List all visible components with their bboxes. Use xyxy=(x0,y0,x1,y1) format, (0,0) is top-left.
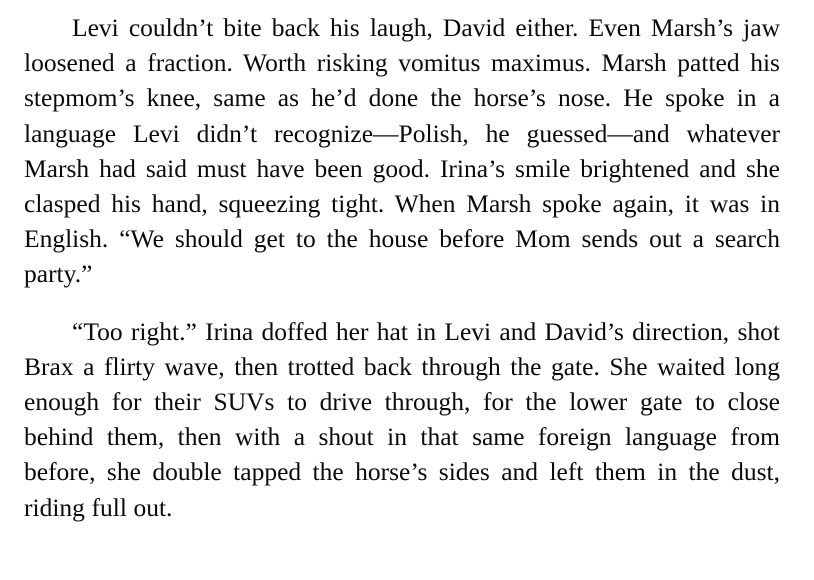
paragraph-2: “Too right.” Irina doffed her hat in Levi and David’s direction, shot Brax a flirty wave, then trotted back through the gate. She waited long enough for their SUVs to drive through, for the lower gate to close behind them, then with a shout in that same foreign language from before, she double tapped the horse’s sides and left them in the dust, riding full out. xyxy=(24,316,780,522)
paragraph-1: Levi couldn’t bite back his laugh, David either. Even Marsh’s jaw loosened a fraction. Worth risking vomitus maximus. Marsh patted his stepmom’s knee, same as he’d done the horse’s nose. He spoke in a language Levi didn’t recognize—Polish, he guessed—and whatever Marsh had said must have been good. Irina’s smile brightened and she clasped his hand, squeezing tight. When Marsh spoke again, it was in English. “We should get to the house before Mom sends out a search party.” xyxy=(24,13,780,289)
